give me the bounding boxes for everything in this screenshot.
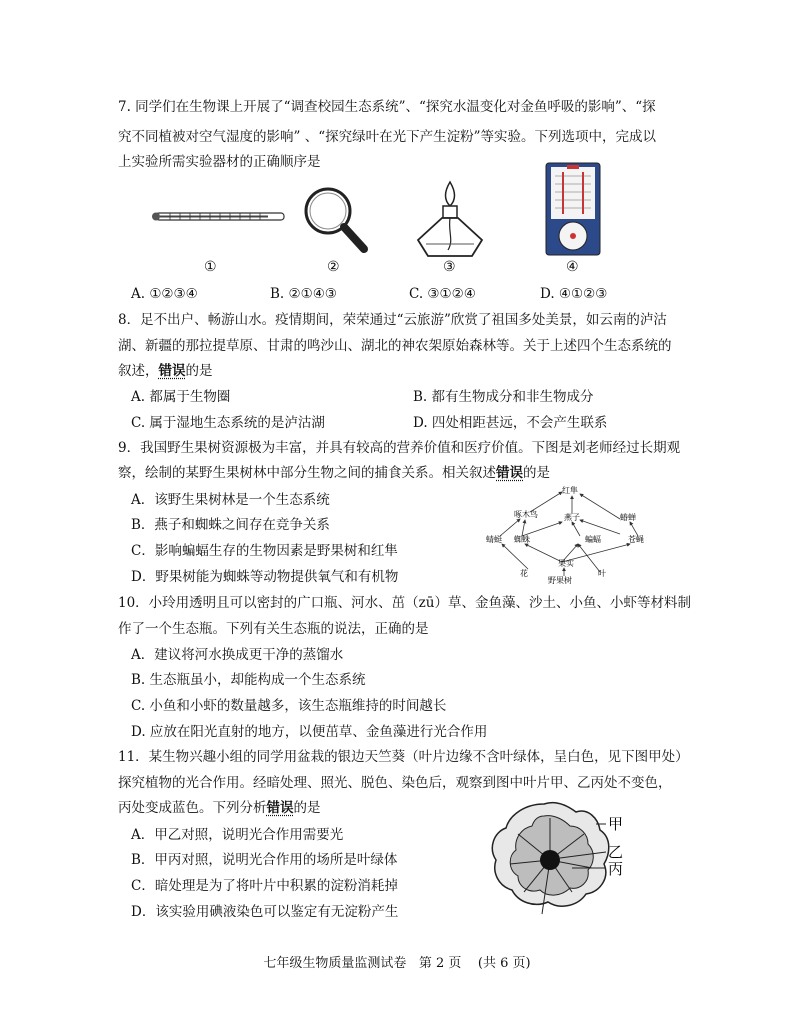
leaf-label-bing: 丙 [608,860,624,878]
leaf-label-yi: 乙 [608,843,624,861]
q8-option-c[interactable]: C. 属于湿地生态系统的是泸沽湖 [131,415,325,431]
q10-stem-line2: 作了一个生态瓶。下列有关生态瓶的说法，正确的是 [118,621,429,637]
page-footer: 七年级生物质量监测试卷 第 2 页 (共 6 页) [263,956,531,971]
food-web-node: 野果树 [548,576,572,584]
q11-option-c[interactable]: C．暗处理是为了将叶片中积累的淀粉消耗掉 [131,878,398,894]
q10-stem-line1: 10．小玲用透明且可以密封的广口瓶、河水、茁（zū）草、金鱼藻、沙土、小鱼、小虾等材料制 [118,595,691,611]
figure-label-1: ① [204,259,217,275]
food-web-node: 花 [520,569,528,578]
q7-option-d[interactable]: D. ④①②③ [540,286,608,302]
q9-option-c[interactable]: C．影响蝙蝠生存的生物因素是野果树和红隼 [131,543,398,559]
food-web-node: 叶 [598,569,606,578]
q9-option-a[interactable]: A．该野生果树林是一个生态系统 [131,492,330,508]
figure-label-2: ② [327,259,340,275]
figure-label-4: ④ [566,259,579,275]
q8-stem-line3: 叙述，错误的是 [118,363,213,379]
q11-option-a[interactable]: A．甲乙对照，说明光合作用需要光 [131,827,344,843]
thermometer-icon [150,205,290,229]
q9-option-d[interactable]: D．野果树能为蜘蛛等动物提供氧气和有机物 [131,569,399,585]
q10-option-c[interactable]: C. 小鱼和小虾的数量越多，该生态瓶维持的时间越长 [131,698,447,714]
geranium-leaf-diagram [484,798,634,916]
food-web-node: 燕子 [564,513,580,522]
food-web-node: 蝙蝠 [585,535,601,544]
q11-stem-line1: 11．某生物兴趣小组的同学用盆栽的银边天竺葵（叶片边缘不含叶绿体，呈白色，见下图甲处） [118,749,689,765]
alcohol-lamp-icon [410,178,490,263]
figure-label-3: ③ [443,259,456,275]
q8-stem-line2: 湖、新疆的那拉提草原、甘肃的鸣沙山、湖北的神农架原始森林等。关于上述四个生态系统的 [118,338,672,354]
q10-option-d[interactable]: D. 应放在阳光直射的地方，以便茁草、金鱼藻进行光合作用 [131,724,488,740]
q8-stem-line1: 8．足不出户、畅游山水。疫情期间，荣荣通过“云旅游”欣赏了祖国多处美景，如云南的泸沽 [118,312,667,328]
q11-stem-line2: 探究植物的光合作用。经暗处理、照光、脱色、染色后，观察到图中叶片甲、乙丙处不变色， [118,775,672,791]
q8-option-a[interactable]: A. 都属于生物圈 [131,389,231,405]
food-web-node: 蜻蜓 [486,535,502,544]
food-web-node: 苍蝇 [628,535,644,544]
q10-option-a[interactable]: A．建议将河水换成更干净的蒸馏水 [131,647,344,663]
q7-stem-line3: 上实验所需实验器材的正确顺序是 [118,154,321,170]
q11-option-b[interactable]: B．甲丙对照，说明光合作用的场所是叶绿体 [131,852,398,868]
q9-stem-line2: 察，绘制的某野生果树林中部分生物之间的捕食关系。相关叙述错误的是 [118,465,550,481]
food-web-node: 蜘蛛 [514,535,530,544]
q7-option-a[interactable]: A. ①②③④ [131,286,198,302]
hygrometer-icon [545,162,601,256]
q8-option-d[interactable]: D. 四处相距甚远，不会产生联系 [413,415,608,431]
q7-stem-line2: 究不同植被对空气湿度的影响” 、“探究绿叶在光下产生淀粉”等实验。下列选项中，完成以 [118,129,656,145]
q7-stem-line1: 7. 同学们在生物课上开展了“调查校园生态系统”、“探究水温变化对金鱼呼吸的影响”、“探 [118,99,656,115]
food-web-node: 果实 [558,559,574,568]
q10-option-b[interactable]: B. 生态瓶虽小，却能构成一个生态系统 [131,672,366,688]
magnifying-glass-icon [300,183,370,255]
q9-stem-line1: 9．我国野生果树资源极为丰富，并具有较高的营养价值和医疗价值。下图是刘老师经过长期观 [118,440,681,456]
food-web-node: 红隼 [562,486,578,495]
q11-stem-line3: 丙处变成蓝色。下列分析错误的是 [118,800,321,816]
q7-option-b[interactable]: B. ②①④③ [270,286,337,302]
food-web-node: 啄木鸟 [514,510,538,519]
q9-option-b[interactable]: B．燕子和蜘蛛之间存在竞争关系 [131,517,330,533]
q11-option-d[interactable]: D．该实验用碘液染色可以鉴定有无淀粉产生 [131,904,399,920]
food-web-node: 蝽蝉 [620,513,636,522]
leaf-label-jia: 甲 [608,815,624,833]
q7-option-c[interactable]: C. ③①②④ [409,286,476,302]
q8-option-b[interactable]: B. 都有生物成分和非生物成分 [413,389,594,405]
food-web-diagram [480,484,660,584]
